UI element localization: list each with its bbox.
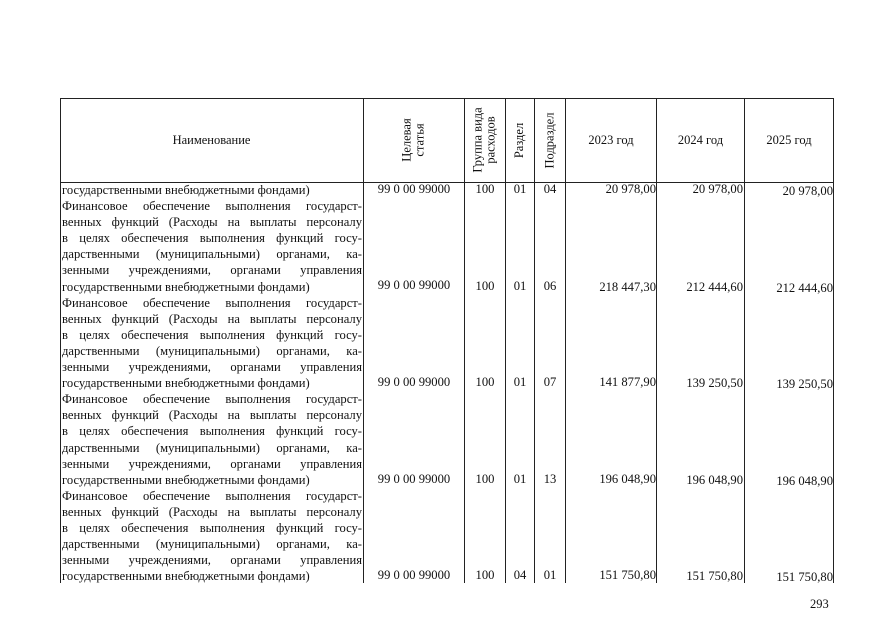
row-4-group: 100 — [475, 472, 495, 486]
row-1-target-code: 99 0 00 99000 — [377, 182, 451, 196]
row-4-section: 01 — [513, 472, 527, 486]
row-3-group: 100 — [475, 375, 495, 389]
row-2-2023: 218 447,30 — [599, 280, 656, 294]
col-border — [833, 98, 834, 583]
row-3-2024: 139 250,50 — [686, 376, 743, 390]
header-name — [60, 98, 363, 182]
header-subsection-label: Подраздел — [542, 112, 557, 168]
name-line: государственными внебюджетными фондами) — [62, 376, 310, 391]
row-4-target-code: 99 0 00 99000 — [377, 472, 451, 486]
name-line: Финансовое обеспечение выполнения государст- — [62, 199, 362, 214]
header-2023-label: 2023 год — [588, 132, 634, 147]
row-5-target-code: 99 0 00 99000 — [377, 568, 451, 582]
name-line: дарственными (муниципальными) органами, ка- — [62, 440, 362, 455]
name-line: зенными учреждениями, органами управления — [62, 553, 362, 568]
name-line: государственными внебюджетными фондами) — [62, 279, 310, 294]
name-line: Финансовое обеспечение выполнения государст- — [62, 488, 362, 503]
header-target-label — [401, 118, 427, 161]
row-1-subsection: 04 — [543, 182, 557, 196]
header-section-label: Раздел — [512, 122, 527, 158]
row-1-2023: 20 978,00 — [605, 182, 656, 196]
header-group-line2: расходов — [484, 116, 499, 164]
row-1-2024: 20 978,00 — [692, 182, 743, 196]
name-line: дарственными (муниципальными) органами, ка- — [62, 537, 362, 552]
name-line: в целях обеспечения выполнения функций госу- — [62, 424, 362, 439]
name-line: венных функций (Расходы на выплаты персоналу — [62, 215, 362, 230]
row-2-section: 01 — [513, 279, 527, 293]
row-1-group: 100 — [475, 182, 495, 196]
name-column-text — [62, 182, 362, 584]
row-5-2023: 151 750,80 — [599, 568, 656, 582]
row-5-subsection: 01 — [543, 568, 557, 582]
row-3-section: 01 — [513, 375, 527, 389]
row-2-group: 100 — [475, 279, 495, 293]
row-5-2025: 151 750,80 — [776, 570, 833, 584]
header-target-line2: статья — [413, 123, 427, 157]
row-4-2024: 196 048,90 — [686, 473, 743, 487]
budget-table — [60, 98, 834, 583]
row-2-target-code: 99 0 00 99000 — [377, 278, 451, 292]
name-line: венных функций (Расходы на выплаты персоналу — [62, 504, 362, 519]
name-line: дарственными (муниципальными) органами, ка- — [62, 247, 362, 262]
header-2025 — [745, 98, 833, 182]
row-2-2024: 212 444,60 — [686, 280, 743, 294]
row-5-section: 04 — [513, 568, 527, 582]
page-number: 293 — [810, 597, 829, 611]
row-1-section: 01 — [513, 182, 527, 196]
name-line: государственными внебюджетными фондами) — [62, 183, 310, 197]
header-2023 — [566, 98, 656, 182]
row-3-target-code: 99 0 00 99000 — [377, 375, 451, 389]
header-2025-label: 2025 год — [766, 132, 812, 147]
row-4-2023: 196 048,90 — [599, 472, 656, 486]
name-line: государственными внебюджетными фондами) — [62, 472, 310, 487]
header-subsection — [535, 98, 565, 182]
name-line: дарственными (муниципальными) органами, ка- — [62, 343, 362, 358]
name-line: государственными внебюджетными фондами) — [62, 569, 310, 584]
row-3-2025: 139 250,50 — [776, 377, 833, 391]
name-line: Финансовое обеспечение выполнения государст- — [62, 392, 362, 407]
name-line: зенными учреждениями, органами управления — [62, 456, 362, 471]
row-2-2025: 212 444,60 — [776, 281, 833, 295]
name-line: зенными учреждениями, органами управления — [62, 263, 362, 278]
header-section — [506, 98, 534, 182]
name-line: в целях обеспечения выполнения функций госу- — [62, 327, 362, 342]
name-line: венных функций (Расходы на выплаты персоналу — [62, 408, 362, 423]
name-line: Финансовое обеспечение выполнения государст- — [62, 295, 362, 310]
row-4-2025: 196 048,90 — [776, 474, 833, 488]
row-2-subsection: 06 — [543, 279, 557, 293]
header-name-label: Наименование — [172, 132, 251, 147]
row-1-2025: 20 978,00 — [782, 184, 833, 198]
name-line: в целях обеспечения выполнения функций госу- — [62, 520, 362, 535]
header-group-label — [472, 107, 498, 172]
row-5-group: 100 — [475, 568, 495, 582]
header-group — [465, 98, 505, 182]
name-line: венных функций (Расходы на выплаты персоналу — [62, 311, 362, 326]
name-line: зенными учреждениями, органами управления — [62, 360, 362, 375]
name-line: в целях обеспечения выполнения функций госу- — [62, 231, 362, 246]
header-target — [364, 98, 464, 182]
row-4-subsection: 13 — [543, 472, 557, 486]
header-target-line1: Целевая — [400, 118, 414, 162]
header-2024-label: 2024 год — [677, 132, 724, 147]
row-3-subsection: 07 — [543, 375, 557, 389]
header-2024 — [657, 98, 744, 182]
row-3-2023: 141 877,90 — [599, 375, 656, 389]
row-5-2024: 151 750,80 — [686, 569, 743, 583]
header-group-line1: Группа вида — [471, 107, 486, 173]
